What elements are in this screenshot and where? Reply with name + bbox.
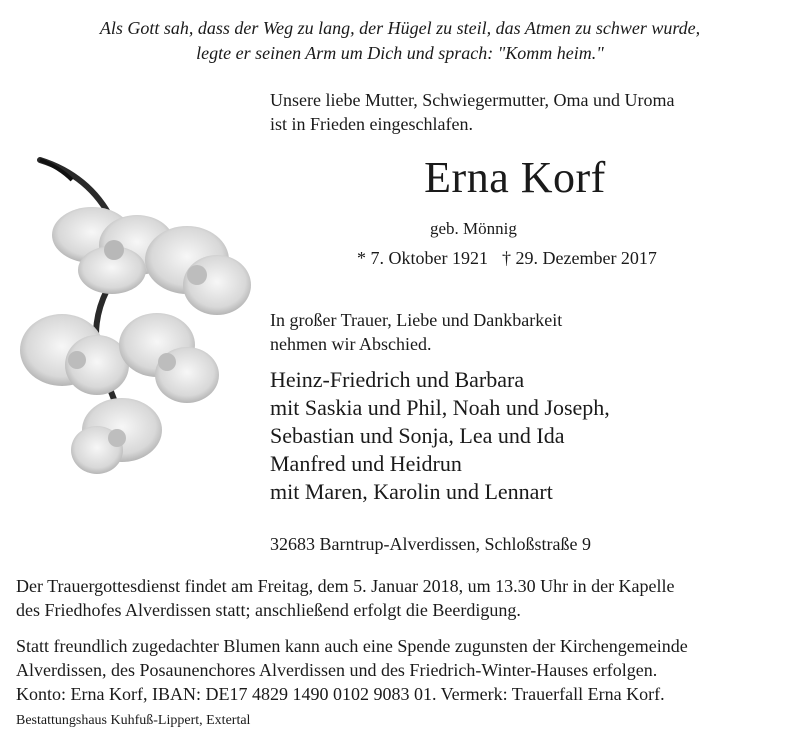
donation-line-1: Statt freundlich zugedachter Blumen kann auch eine Spende zugunsten der Kirchengemeinde bbox=[16, 636, 688, 656]
funeral-service-info bbox=[16, 574, 786, 622]
family-line: Heinz-Friedrich und Barbara bbox=[270, 367, 525, 392]
motto-line-2: legte er seinen Arm um Dich und sprach: "Komm heim." bbox=[196, 43, 604, 63]
death-date: † 29. Dezember 2017 bbox=[501, 248, 657, 268]
bank-account-line: Konto: Erna Korf, IBAN: DE17 4829 1490 0102 9083 01. Vermerk: Trauerfall Erna Korf. bbox=[16, 684, 665, 704]
life-dates bbox=[357, 246, 671, 270]
donation-line-2: Alverdissen, des Posaunenchores Alverdissen und des Friedrich-Winter-Hauses erfolgen. bbox=[16, 660, 658, 680]
family-list bbox=[270, 366, 610, 506]
intro-line-2: ist in Frieden eingeschlafen. bbox=[270, 114, 473, 134]
family-line: Manfred und Heidrun bbox=[270, 451, 462, 476]
motto-quote bbox=[0, 16, 800, 66]
undertaker-credit: Bestattungshaus Kuhfuß-Lippert, Extertal bbox=[16, 713, 251, 728]
orchid-flower-2 bbox=[145, 226, 251, 315]
birth-date: * 7. Oktober 1921 bbox=[357, 248, 488, 268]
mourning-line-2: nehmen wir Abschied. bbox=[270, 334, 432, 354]
service-line-1: Der Trauergottesdienst findet am Freitag, dem 5. Januar 2018, um 13.30 Uhr in der Kapelle bbox=[16, 576, 675, 596]
family-address: 32683 Barntrup-Alverdissen, Schloßstraße 9 bbox=[270, 534, 591, 554]
mourning-line-1: In großer Trauer, Liebe und Dankbarkeit bbox=[270, 310, 563, 330]
mourning-text bbox=[270, 308, 562, 356]
family-line: mit Saskia und Phil, Noah und Joseph, bbox=[270, 395, 610, 420]
family-line: Sebastian und Sonja, Lea und Ida bbox=[270, 423, 565, 448]
orchid-flower-4 bbox=[119, 313, 219, 403]
intro-line-1: Unsere liebe Mutter, Schwiegermutter, Oma und Uroma bbox=[270, 90, 675, 110]
deceased-name: Erna Korf bbox=[424, 153, 606, 202]
orchid-flower-3 bbox=[20, 314, 129, 395]
birth-name: geb. Mönnig bbox=[430, 219, 517, 238]
orchid-image bbox=[12, 150, 262, 490]
service-line-2: des Friedhofes Alverdissen statt; anschließend erfolgt die Beerdigung. bbox=[16, 600, 521, 620]
donation-info bbox=[16, 634, 791, 706]
orchid-flower-5 bbox=[71, 398, 162, 474]
intro-text bbox=[270, 88, 674, 136]
motto-line-1: Als Gott sah, dass der Weg zu lang, der Hügel zu steil, das Atmen zu schwer wurde, bbox=[99, 18, 701, 38]
family-line: mit Maren, Karolin und Lennart bbox=[270, 479, 553, 504]
